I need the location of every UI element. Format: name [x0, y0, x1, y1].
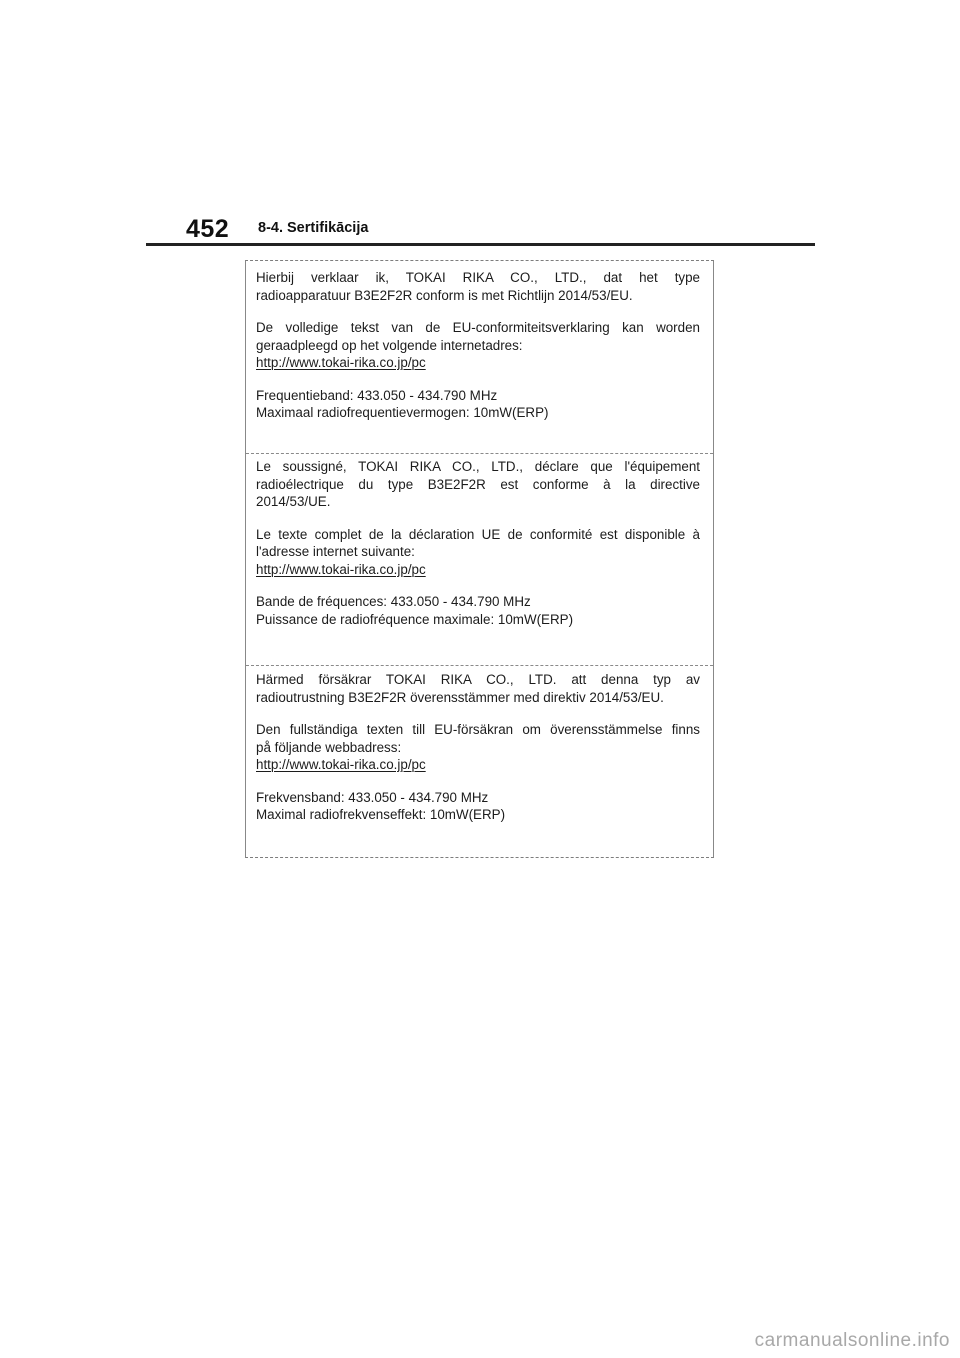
max-power-text: Maximal radiofrekvenseffekt: 10mW(ERP) [256, 807, 506, 822]
full-text-line-2: geraadpleegd op het volgende internetadres: [256, 337, 523, 353]
frequency-band-text: Frequentieband: 433.050 - 434.790 MHz [256, 387, 498, 403]
declaration-url-link[interactable]: http://www.tokai-rika.co.jp/pc [256, 561, 426, 577]
declaration-line-2: radioutrustning B3E2F2R överensstämmer med direktiv 2014/53/EU. [256, 689, 664, 705]
section-title: 8-4. Sertifikācija [258, 220, 369, 236]
declaration-line-2: radioapparatuur B3E2F2R conform is met Richtlijn 2014/53/EU. [256, 287, 633, 303]
declaration-line-2: radioélectrique du type B3E2F2R est conforme à la directive [256, 476, 700, 492]
full-text-line-1: De volledige tekst van de EU-conformiteitsverklaring kan worden [256, 320, 700, 335]
declaration-url-link[interactable]: http://www.tokai-rika.co.jp/pc [256, 757, 426, 772]
full-text-line-1: Le texte complet de la déclaration UE de conformité est disponible à [256, 526, 700, 542]
declaration-swedish [256, 671, 700, 824]
full-text-line-2: l'adresse internet suivante: [256, 544, 415, 559]
section-divider [246, 665, 713, 666]
declaration-url-link[interactable]: http://www.tokai-rika.co.jp/pc [256, 355, 426, 370]
certificate-box [245, 260, 714, 858]
full-text-line-1: Den fullständiga texten till EU-försäkran om överensstämmelse finns [256, 722, 700, 737]
frequency-band-text: Frekvensband: 433.050 - 434.790 MHz [256, 789, 489, 805]
declaration-french [256, 458, 700, 628]
section-divider [246, 453, 713, 454]
max-power-text: Puissance de radiofréquence maximale: 10mW(ERP) [256, 611, 574, 627]
declaration-line-1: Härmed försäkrar TOKAI RIKA CO., LTD. att denna typ av [256, 672, 700, 687]
max-power-text: Maximaal radiofrequentievermogen: 10mW(ERP) [256, 405, 549, 420]
watermark: carmanualsonline.info [754, 1330, 950, 1351]
page-number: 452 [186, 215, 230, 243]
header-divider [146, 243, 815, 246]
declaration-dutch [256, 269, 700, 422]
full-text-line-2: på följande webbadress: [256, 739, 402, 755]
declaration-line-3: 2014/53/UE. [256, 494, 331, 509]
declaration-line-1: Hierbij verklaar ik, TOKAI RIKA CO., LTD., dat het type [256, 270, 700, 285]
declaration-line-1: Le soussigné, TOKAI RIKA CO., LTD., déclare que l'équipement [256, 459, 700, 474]
frequency-band-text: Bande de fréquences: 433.050 - 434.790 MHz [256, 594, 531, 609]
